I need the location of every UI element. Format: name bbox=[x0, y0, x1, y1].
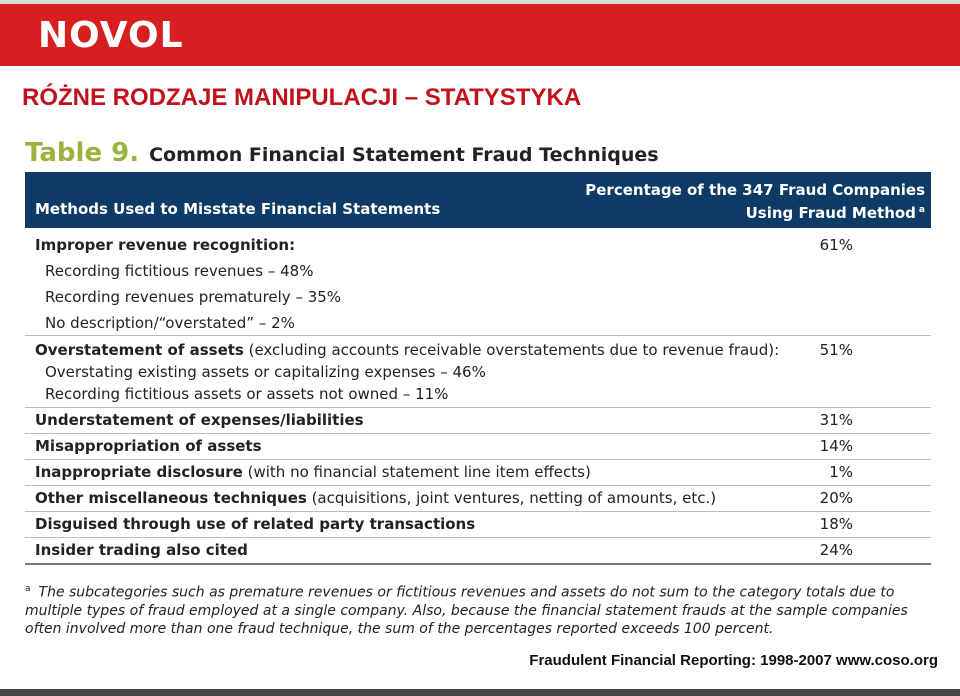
table-caption bbox=[25, 138, 659, 171]
row-label: Misappropriation of assets bbox=[35, 437, 262, 455]
table-row bbox=[25, 408, 931, 434]
row-label: Inappropriate disclosure (with no financial statement line item effects) bbox=[35, 463, 591, 481]
table-row bbox=[25, 512, 931, 538]
row-label: Understatement of expenses/liabilities bbox=[35, 411, 364, 429]
column-header-percentage-line2: Using Fraud Method bbox=[745, 204, 916, 222]
row-label: Disguised through use of related party transactions bbox=[35, 515, 476, 533]
row-label: Insider trading also cited bbox=[35, 541, 248, 559]
novol-logo: NOVOL bbox=[38, 15, 184, 56]
column-header-percentage bbox=[585, 180, 925, 223]
table-row bbox=[25, 434, 931, 460]
row-percentage: 51% bbox=[819, 341, 853, 359]
footnote-marker: a bbox=[918, 205, 925, 215]
row-percentage: 18% bbox=[819, 515, 853, 533]
page-title: RÓŻNE RODZAJE MANIPULACJI – STATYSTYKA bbox=[22, 84, 582, 111]
table-title: Common Financial Statement Fraud Techniques bbox=[149, 144, 659, 166]
row-subitem: No description/“overstated” – 2% bbox=[45, 314, 295, 332]
footnote-mark: a bbox=[25, 584, 31, 594]
row-subitem: Recording revenues prematurely – 35% bbox=[45, 288, 342, 306]
row-subitem: Recording fictitious assets or assets not owned – 11% bbox=[45, 385, 449, 403]
table-row bbox=[25, 460, 931, 486]
row-percentage: 14% bbox=[819, 437, 853, 455]
bottom-bar bbox=[0, 689, 960, 696]
row-percentage: 61% bbox=[819, 236, 853, 254]
row-label: Improper revenue recognition: bbox=[35, 236, 296, 254]
table-header bbox=[25, 172, 931, 228]
table-row bbox=[25, 486, 931, 512]
footnote-line: often involved more than one fraud technique, the sum of the percentages reported exceeds 100 percent. bbox=[25, 620, 774, 637]
row-subitem: Overstating existing assets or capitalizing expenses – 46% bbox=[45, 363, 486, 381]
column-header-percentage-line1: Percentage of the 347 Fraud Companies bbox=[585, 181, 925, 199]
row-percentage: 20% bbox=[819, 489, 853, 507]
row-subitem: Recording fictitious revenues – 48% bbox=[45, 262, 314, 280]
table-row bbox=[25, 229, 931, 336]
footnote-line: multiple types of fraud employed at a single company. Also, because the financial statement frauds at the sample companies bbox=[25, 602, 908, 619]
table-footnote bbox=[25, 580, 931, 638]
row-label: Other miscellaneous techniques (acquisitions, joint ventures, netting of amounts, etc.) bbox=[35, 489, 717, 507]
footnote-line: The subcategories such as premature revenues or fictitious revenues and assets do not sum to the category totals due to bbox=[38, 584, 895, 601]
row-percentage: 1% bbox=[829, 463, 853, 481]
row-percentage: 31% bbox=[819, 411, 853, 429]
table-row bbox=[25, 538, 931, 565]
column-header-methods: Methods Used to Misstate Financial Statements bbox=[35, 200, 441, 218]
row-label: Overstatement of assets (excluding accounts receivable overstatements due to revenue fraud): bbox=[35, 341, 780, 359]
source-citation: Fraudulent Financial Reporting: 1998-2007 www.coso.org bbox=[529, 652, 938, 669]
row-percentage: 24% bbox=[819, 541, 853, 559]
header-banner bbox=[0, 4, 960, 66]
table-row bbox=[25, 336, 931, 408]
table-number: Table 9. bbox=[25, 138, 140, 168]
